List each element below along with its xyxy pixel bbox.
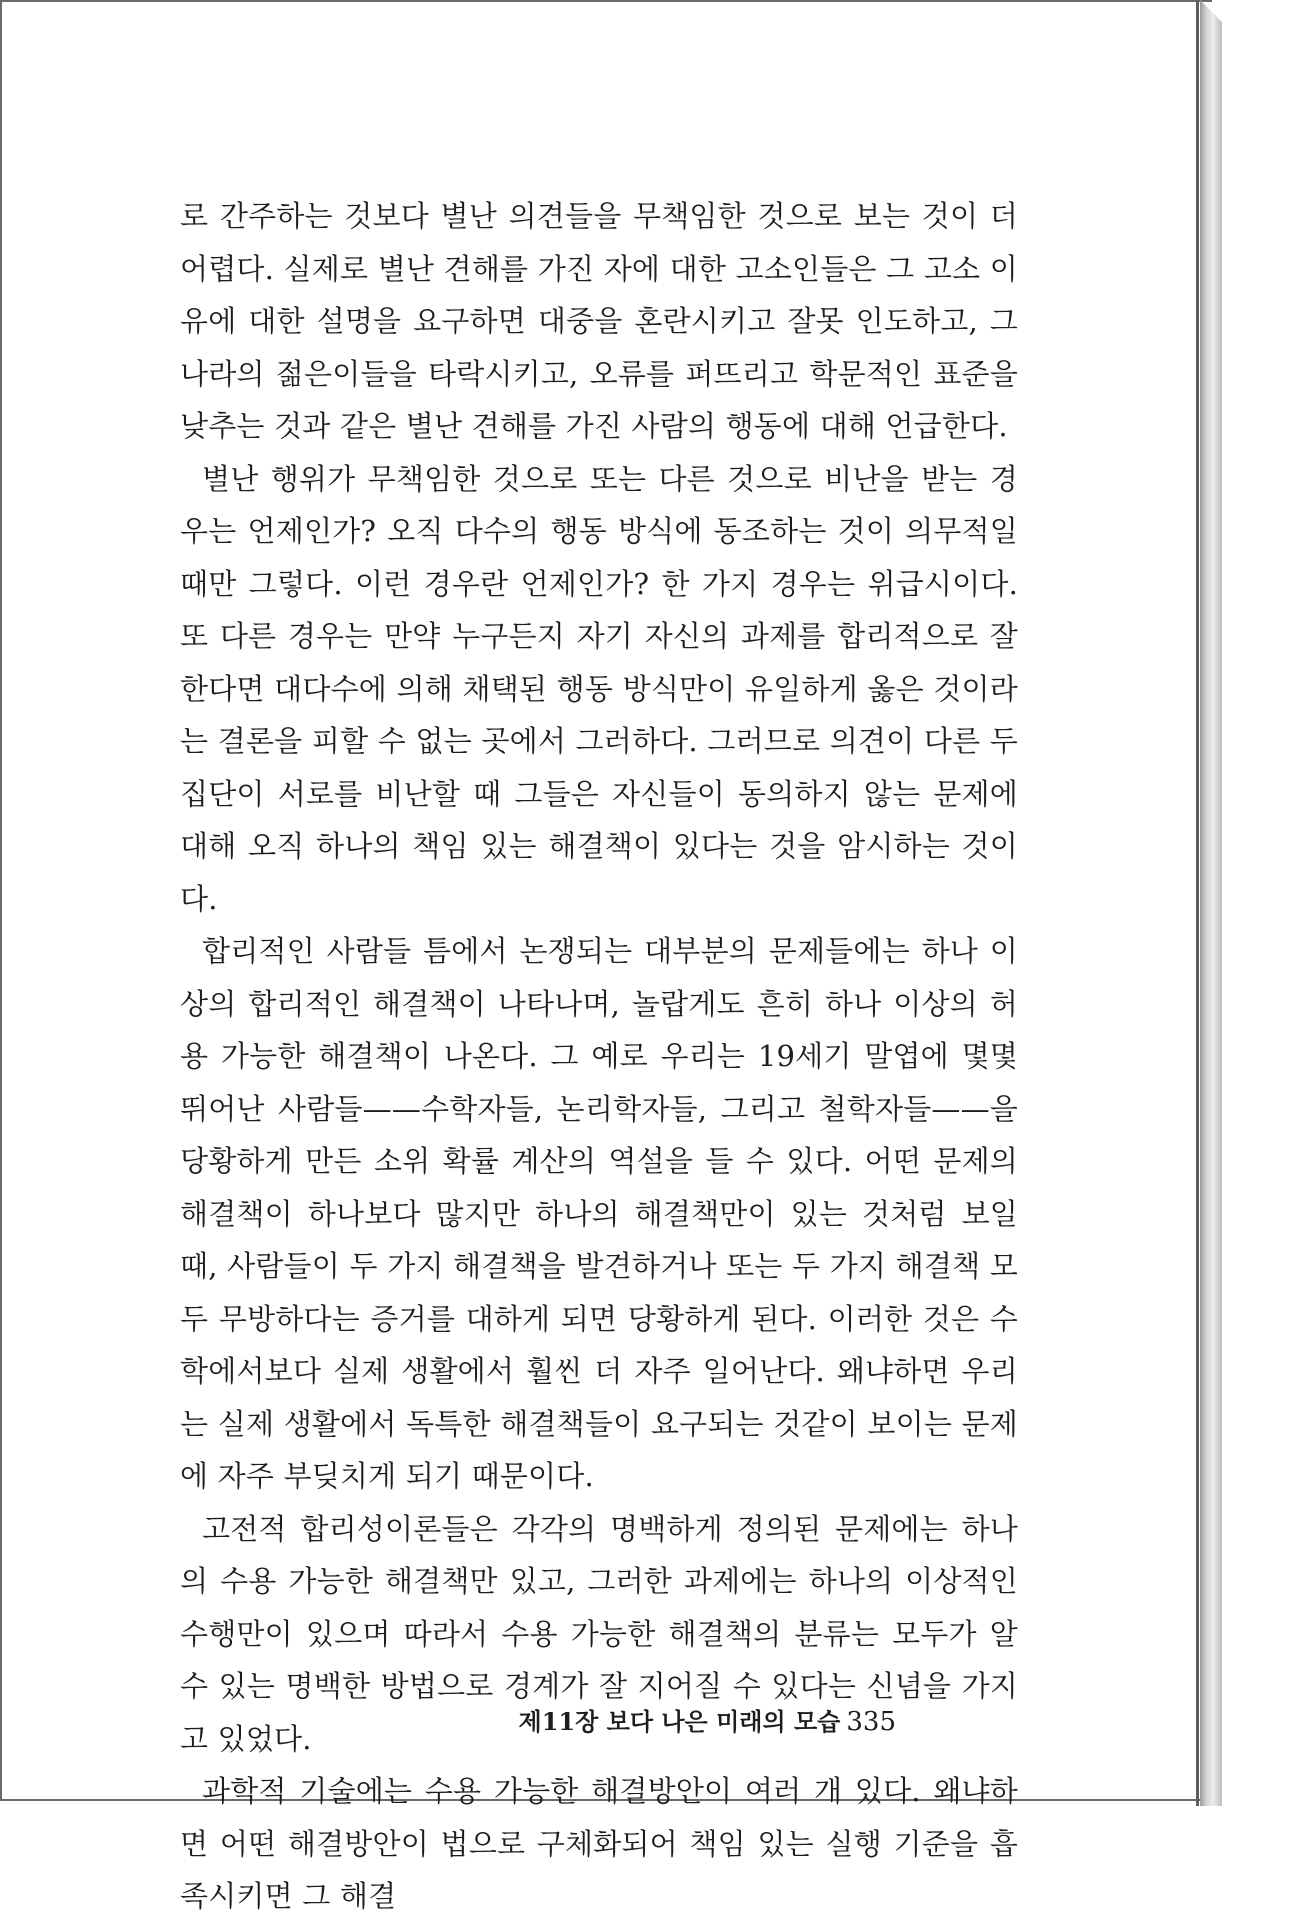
page-edge-shadow [1196, 0, 1199, 1806]
paragraph-1: 로 간주하는 것보다 별난 의견들을 무책임한 것으로 보는 것이 더 어렵다. 실제로 별난 견해를 가진 자에 대한 고소인들은 그 고소 이유에 대한 설명을 요구하면 대중을 혼란시키고 잘못 인도하고, 그 나라의 젊은이들을 타락시키고, 오류를 퍼뜨리고 학문적인 표준을 낮추는 것과 같은 별난 견해를 가진 사람의 행동에 대해 언급한다. [180, 199, 1018, 443]
paragraph-3: 합리적인 사람들 틈에서 논쟁되는 대부분의 문제들에는 하나 이상의 합리적인 해결책이 나타나며, 놀랍게도 흔히 하나 이상의 허용 가능한 해결책이 나온다. 그 예로 우리는 19세기 말엽에 몇몇 뛰어난 사람들——수학자들, 논리학자들, 그리고 철학자들——을 당황하게 만든 소위 확률 계산의 역설을 들 수 있다. 어떤 문제의 해결책이 하나보다 많지만 하나의 해결책만이 있는 것처럼 보일 때, 사람들이 두 가지 해결책을 발견하거나 또는 두 가지 해결책 모두 무방하다는 증거를 대하게 되면 당황하게 된다. 이러한 것은 수학에서보다 실제 생활에서 훨씬 더 자주 일어난다. 왜냐하면 우리는 실제 생활에서 독특한 해결책들이 요구되는 것같이 보이는 문제에 자주 부딪치게 되기 때문이다. [180, 934, 1018, 1493]
paragraph-4: 고전적 합리성이론들은 각각의 명백하게 정의된 문제에는 하나의 수용 가능한 해결책만 있고, 그러한 과제에는 하나의 이상적인 수행만이 있으며 따라서 수용 가능한 해결책의 분류는 모두가 알 수 있는 명백한 방법으로 경계가 잘 지어질 수 있다는 신념을 가지고 있었다. [180, 1511, 1018, 1756]
page-number: 335 [846, 1707, 896, 1737]
paragraph-2: 별난 행위가 무책임한 것으로 또는 다른 것으로 비난을 받는 경우는 언제인가? 오직 다수의 행동 방식에 동조하는 것이 의무적일 때만 그렇다. 이런 경우란 언제인가? 한 가지 경우는 위급시이다. 또 다른 경우는 만약 누구든지 자기 자신의 과제를 합리적으로 잘한다면 대다수에 의해 채택된 행동 방식만이 유일하게 옳은 것이라는 결론을 피할 수 없는 곳에서 그러하다. 그러므로 의견이 다른 두 집단이 서로를 비난할 때 그들은 자신들이 동의하지 않는 문제에 대해 오직 하나의 책임 있는 해결책이 있다는 것을 암시하는 것이다. [180, 461, 1018, 916]
paragraph-5: 과학적 기술에는 수용 가능한 해결방안이 여러 개 있다. 왜냐하면 어떤 해결방안이 법으로 구체화되어 책임 있는 실행 기준을 흡족시키면 그 해결 [180, 1774, 1018, 1913]
page-footer [519, 1702, 896, 1737]
body-text [180, 190, 1018, 1923]
chapter-title: 제11장 보다 나은 미래의 모습 [518, 1707, 841, 1736]
page-stack-edge [1200, 0, 1222, 1806]
